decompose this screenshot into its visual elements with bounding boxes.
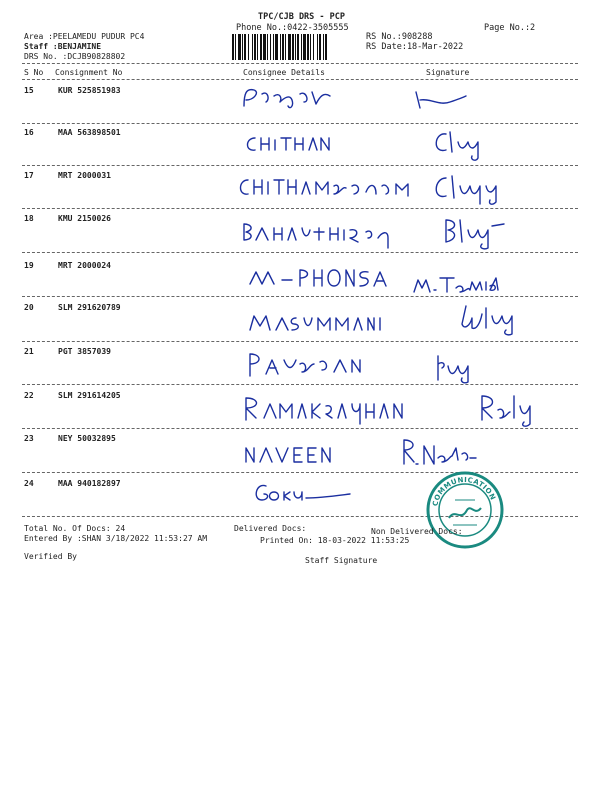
- row-sno: 21: [24, 347, 34, 356]
- printed-on: Printed On: 18-03-2022 11:53:25: [260, 536, 410, 545]
- page-number: Page No.:2: [484, 23, 536, 33]
- barcode-bar: [317, 34, 318, 60]
- row-consignment: MAA 563898501: [58, 128, 121, 137]
- barcode-bar: [273, 34, 274, 60]
- row-sno: 23: [24, 434, 34, 443]
- row-sno: 15: [24, 86, 34, 95]
- staff-signature-label: Staff Signature: [305, 556, 378, 565]
- barcode-bar: [270, 34, 271, 60]
- report-title: TPC/CJB DRS - PCP: [258, 12, 345, 22]
- barcode-bar: [303, 34, 306, 60]
- row-divider: [22, 384, 578, 385]
- post-office-stamp: [425, 470, 505, 550]
- row-sno: 16: [24, 128, 34, 137]
- drs-number: DRS No. :DCJB90828802: [24, 52, 126, 61]
- verified-by: Verified By: [24, 552, 77, 561]
- barcode-bar: [235, 34, 236, 60]
- area-label: Area :PEELAMEDU PUDUR PC4: [24, 32, 145, 41]
- row-consignment: MRT 2000024: [58, 261, 111, 270]
- barcode-bar: [323, 34, 324, 60]
- barcode-bar: [288, 34, 291, 60]
- handwritten-signature: [410, 88, 470, 112]
- barcode-bar: [313, 34, 314, 60]
- barcode-bar: [310, 34, 311, 60]
- barcode-bar: [232, 34, 234, 60]
- barcode-bar: [254, 34, 256, 60]
- row-divider: [22, 123, 578, 124]
- row-sno: 24: [24, 479, 34, 488]
- barcode-bar: [295, 34, 296, 60]
- row-divider: [22, 341, 578, 342]
- row-divider: [22, 165, 578, 166]
- barcode-bar: [257, 34, 258, 60]
- barcode-bar: [267, 34, 268, 60]
- handwritten-consignee-name: [246, 306, 406, 336]
- row-sno: 19: [24, 261, 34, 270]
- barcode-bar: [307, 34, 309, 60]
- handwritten-signature: [410, 268, 500, 298]
- barcode-bar: [263, 34, 266, 60]
- row-consignment: KUR 525851983: [58, 86, 121, 95]
- row-consignment: MRT 2000031: [58, 171, 111, 180]
- barcode-bar: [319, 34, 321, 60]
- barcode-bar: [244, 34, 246, 60]
- row-consignment: MAA 940182897: [58, 479, 121, 488]
- handwritten-consignee-name: [243, 130, 343, 160]
- handwritten-signature: [438, 214, 508, 250]
- barcode-bar: [238, 34, 241, 60]
- handwritten-signature: [474, 390, 554, 430]
- header-divider: [22, 63, 578, 64]
- row-divider: [22, 252, 578, 253]
- delivered-docs: Delivered Docs:: [234, 524, 307, 533]
- row-sno: 22: [24, 391, 34, 400]
- stamp-text: COMMUNICATION: [431, 475, 498, 507]
- handwritten-consignee-name: [236, 172, 416, 208]
- barcode: [230, 34, 358, 60]
- row-sno: 17: [24, 171, 34, 180]
- row-consignment: SLM 291614205: [58, 391, 121, 400]
- barcode-bar: [248, 34, 249, 60]
- row-consignment: SLM 291620789: [58, 303, 121, 312]
- barcode-bar: [260, 34, 262, 60]
- row-sno: 20: [24, 303, 34, 312]
- rs-number: RS No.:908288: [366, 32, 433, 42]
- handwritten-signature: [430, 128, 500, 162]
- barcode-bar: [285, 34, 286, 60]
- barcode-bar: [242, 34, 243, 60]
- barcode-bar: [292, 34, 294, 60]
- handwritten-consignee-name: [240, 392, 420, 426]
- handwritten-signature: [430, 172, 520, 208]
- phone-number: Phone No.:0422-3505555: [236, 23, 349, 33]
- col-header-sno: S No: [24, 68, 44, 77]
- handwritten-consignee-name: [242, 440, 342, 468]
- handwritten-signature: [430, 350, 490, 386]
- row-sno: 18: [24, 214, 34, 223]
- row-consignment: PGT 3857039: [58, 347, 111, 356]
- handwritten-consignee-name: [244, 348, 374, 382]
- col-header-consignment: Consignment No: [55, 68, 123, 77]
- handwritten-signature: [396, 434, 476, 474]
- col-header-signature: Signature: [426, 68, 470, 77]
- barcode-bar: [282, 34, 284, 60]
- handwritten-signature: [456, 300, 526, 336]
- handwritten-consignee-name: [240, 84, 350, 114]
- col-header-consignee: Consignee Details: [243, 68, 325, 77]
- row-consignment: NEY 50032895: [58, 434, 116, 443]
- barcode-bar: [301, 34, 302, 60]
- barcode-bar: [297, 34, 299, 60]
- barcode-bar: [325, 34, 327, 60]
- barcode-bar: [252, 34, 253, 60]
- staff-label: Staff :BENJAMINE: [24, 42, 102, 51]
- barcode-bar: [280, 34, 281, 60]
- rs-date: RS Date:18-Mar-2022: [366, 42, 464, 52]
- row-divider: [22, 208, 578, 209]
- entered-by: Entered By :SHAN 3/18/2022 11:53:27 AM: [24, 534, 208, 543]
- non-delivered-docs: Non Delivered Docs:: [371, 527, 463, 536]
- total-docs: Total No. Of Docs: 24: [24, 524, 126, 533]
- handwritten-consignee-name: [246, 262, 396, 294]
- row-consignment: KMU 2150026: [58, 214, 111, 223]
- barcode-bar: [275, 34, 278, 60]
- handwritten-consignee-name: [250, 478, 370, 508]
- handwritten-consignee-name: [238, 216, 408, 252]
- column-divider: [22, 79, 578, 80]
